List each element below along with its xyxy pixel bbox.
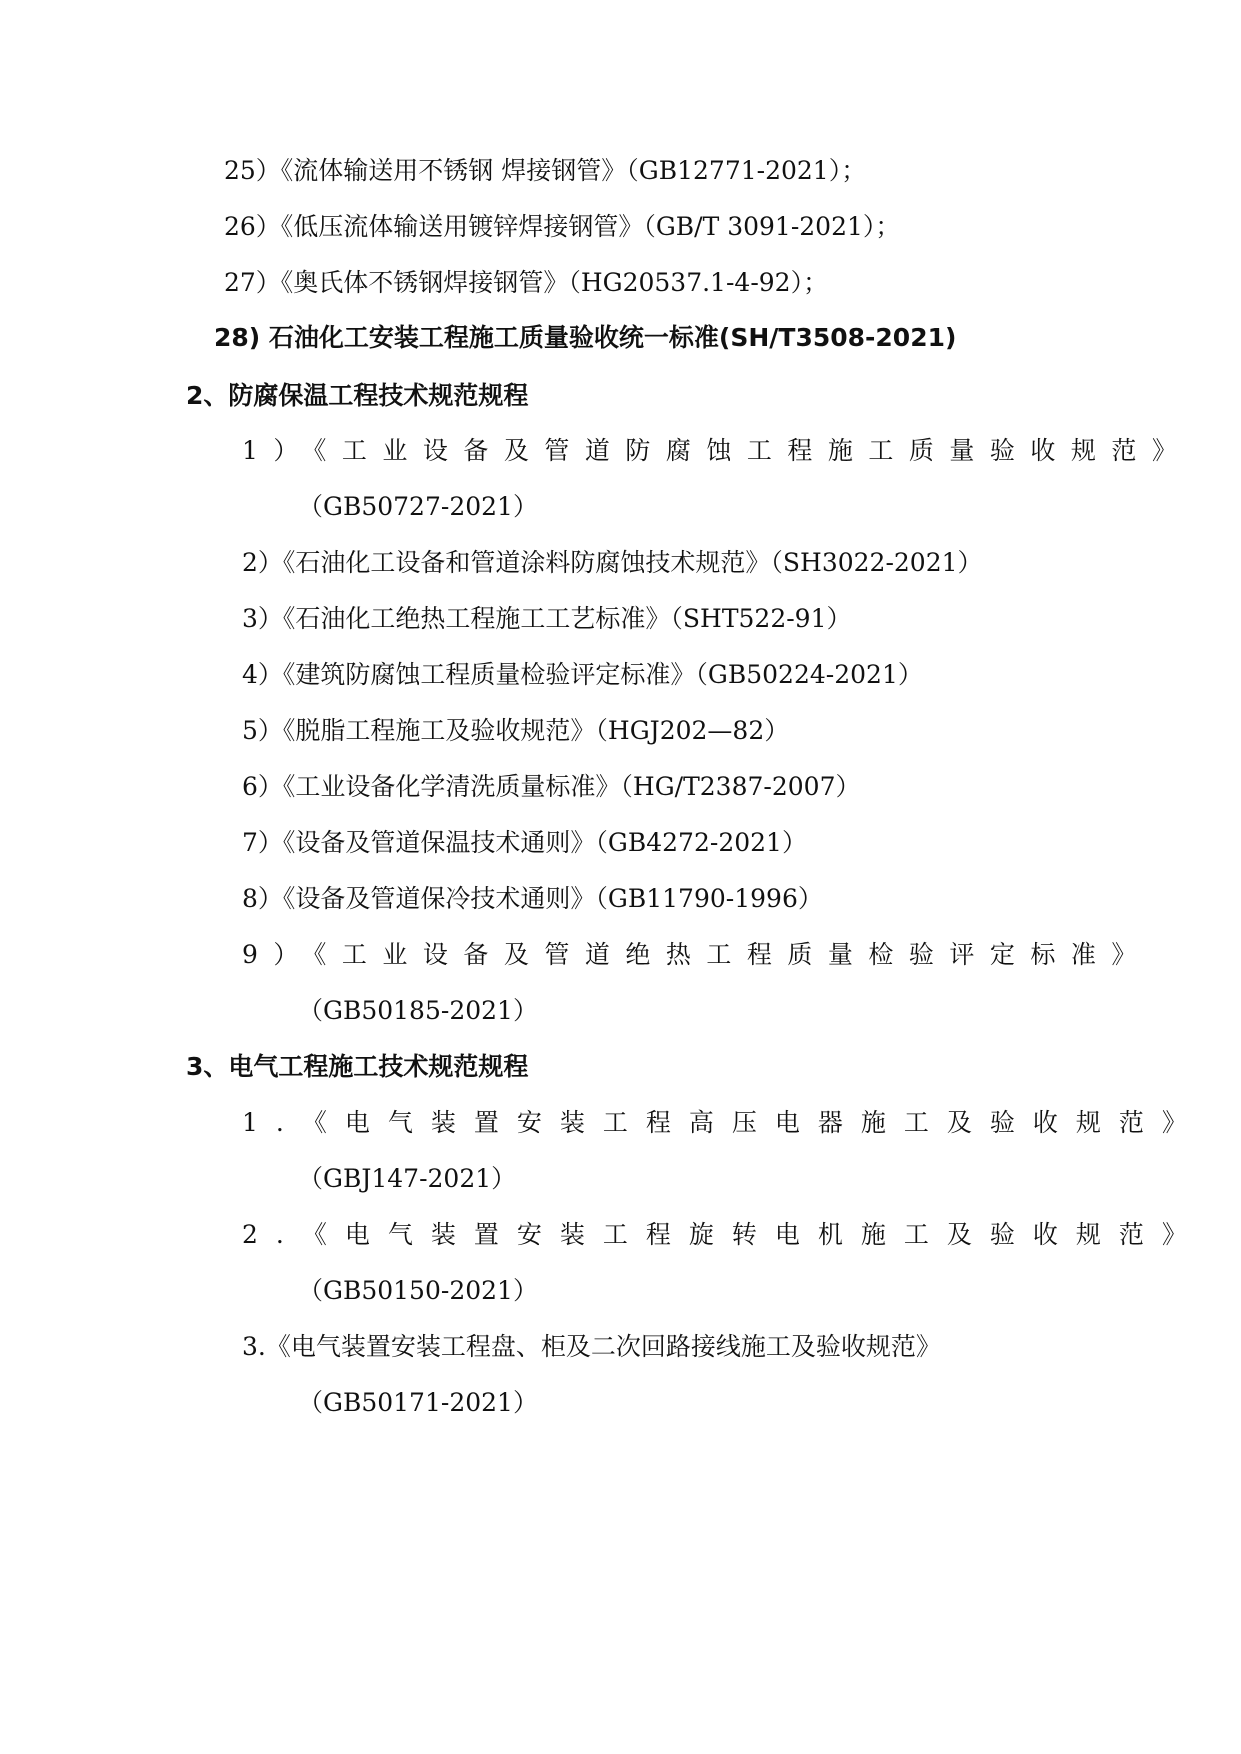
list-item: 1.《电气装置安装工程高压电器施工及验收规范》: [242, 1108, 1205, 1137]
section-heading: 3、电气工程施工技术规范规程: [186, 1052, 529, 1081]
list-item: 6）《工业设备化学清洗质量标准》（HG/T2387-2007）: [242, 772, 861, 801]
list-item: 5）《脱脂工程施工及验收规范》（HGJ202—82）: [242, 716, 790, 745]
list-item: 8）《设备及管道保冷技术通则》（GB11790-1996）: [242, 884, 823, 913]
section-heading: 2、防腐保温工程技术规范规程: [186, 381, 529, 410]
list-item: 7）《设备及管道保温技术通则》（GB4272-2021）: [242, 828, 807, 857]
list-item: 1）《工业设备及管道防腐蚀工程施工质量验收规范》: [242, 436, 1193, 465]
list-item: 4）《建筑防腐蚀工程质量检验评定标准》（GB50224-2021）: [242, 660, 923, 689]
list-item: （GB50185-2021）: [298, 996, 538, 1025]
list-item: 3）《石油化工绝热工程施工工艺标准》（SHT522-91）: [242, 604, 852, 633]
list-item: （GB50150-2021）: [298, 1276, 538, 1305]
list-item: 2.《电气装置安装工程旋转电机施工及验收规范》: [242, 1220, 1205, 1249]
list-item: （GB50171-2021）: [298, 1388, 538, 1417]
list-item: 28) 石油化工安装工程施工质量验收统一标准(SH/T3508-2021): [214, 323, 957, 352]
list-item: 2）《石油化工设备和管道涂料防腐蚀技术规范》（SH3022-2021）: [242, 548, 983, 577]
list-item: 27）《奥氏体不锈钢焊接钢管》（HG20537.1-4-92）；: [224, 268, 829, 297]
list-item: 3.《电气装置安装工程盘、柜及二次回路接线施工及验收规范》: [242, 1332, 941, 1361]
list-item: （GB50727-2021）: [298, 492, 538, 521]
list-item: 25）《流体输送用不锈钢 焊接钢管》（GB12771-2021）；: [224, 156, 867, 185]
list-item: 26）《低压流体输送用镀锌焊接钢管》（GB/T 3091-2021）；: [224, 212, 901, 241]
list-item: （GBJ147-2021）: [298, 1164, 517, 1193]
list-item: 9）《工业设备及管道绝热工程质量检验评定标准》: [242, 940, 1152, 969]
